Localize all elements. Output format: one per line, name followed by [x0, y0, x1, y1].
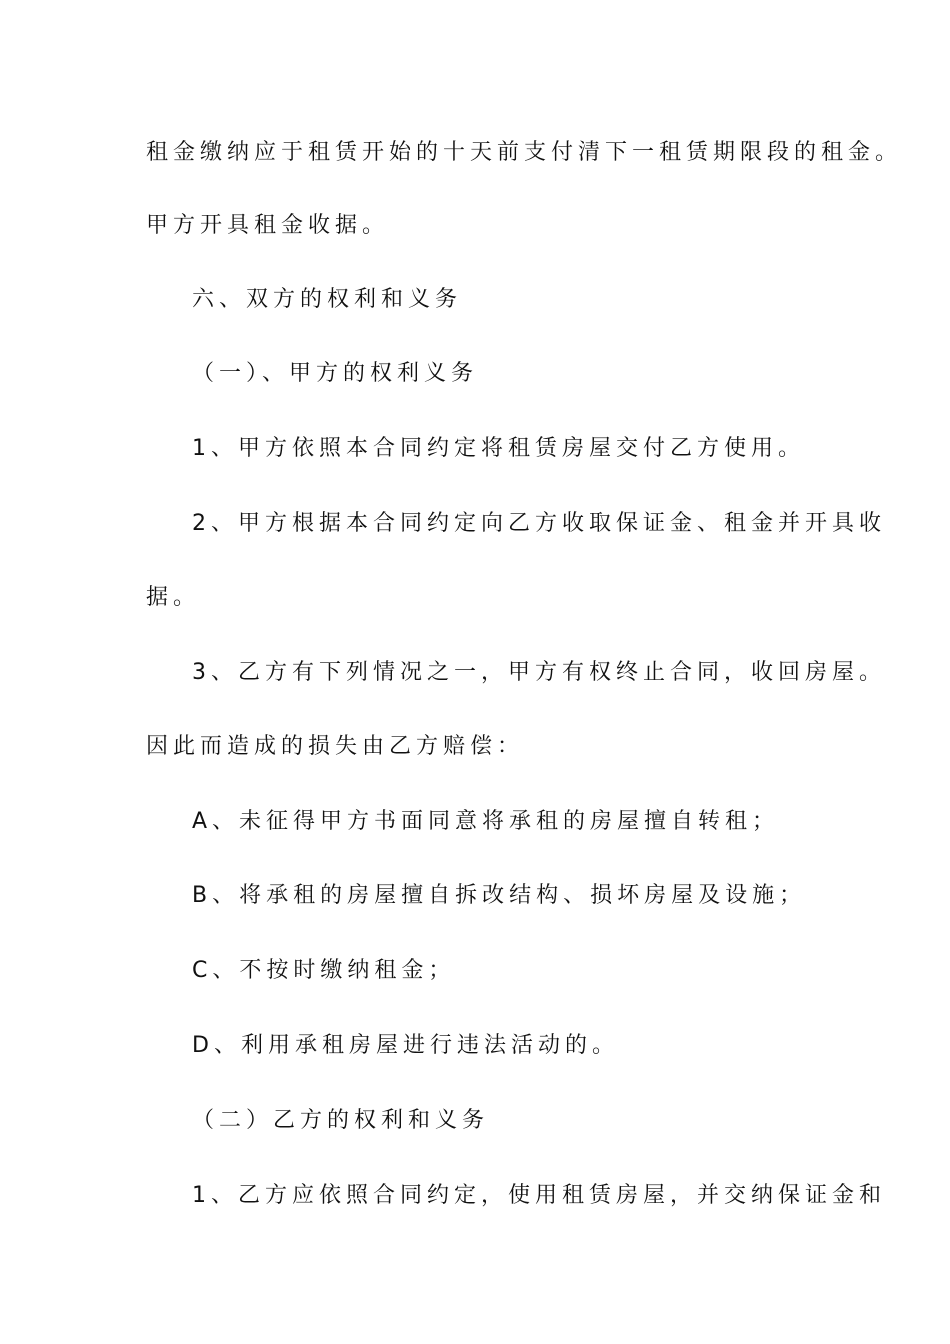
clause-c: C、不按时缴纳租金；	[192, 958, 456, 983]
subsection-heading-party-a: （一）、甲方的权利义务	[192, 361, 479, 386]
list-item-a2: 2、甲方根据本合同约定向乙方收取保证金、租金并开具收	[192, 511, 886, 536]
list-item-a1: 1、甲方依照本合同约定将租赁房屋交付乙方使用。	[192, 436, 805, 461]
list-item-b1: 1、乙方应依照合同约定，使用租赁房屋，并交纳保证金和	[192, 1183, 886, 1208]
clause-d: D、利用承租房屋进行违法活动的。	[192, 1033, 619, 1058]
paragraph-line-rent-payment: 租金缴纳应于租赁开始的十天前支付清下一租赁期限段的租金。	[146, 140, 903, 165]
clause-b: B、将承租的房屋擅自拆改结构、损坏房屋及设施；	[192, 883, 807, 908]
section-heading-rights-obligations: 六、双方的权利和义务	[192, 287, 463, 312]
paragraph-line-receipt: 甲方开具租金收据。	[146, 213, 390, 238]
subsection-heading-party-b: （二）乙方的权利和义务	[192, 1108, 490, 1133]
list-item-a3-continued: 因此而造成的损失由乙方赔偿：	[146, 734, 525, 759]
list-item-a2-continued: 据。	[146, 585, 201, 610]
list-item-a3: 3、乙方有下列情况之一，甲方有权终止合同，收回房屋。	[192, 660, 886, 685]
clause-a: A、未征得甲方书面同意将承租的房屋擅自转租；	[192, 809, 780, 834]
